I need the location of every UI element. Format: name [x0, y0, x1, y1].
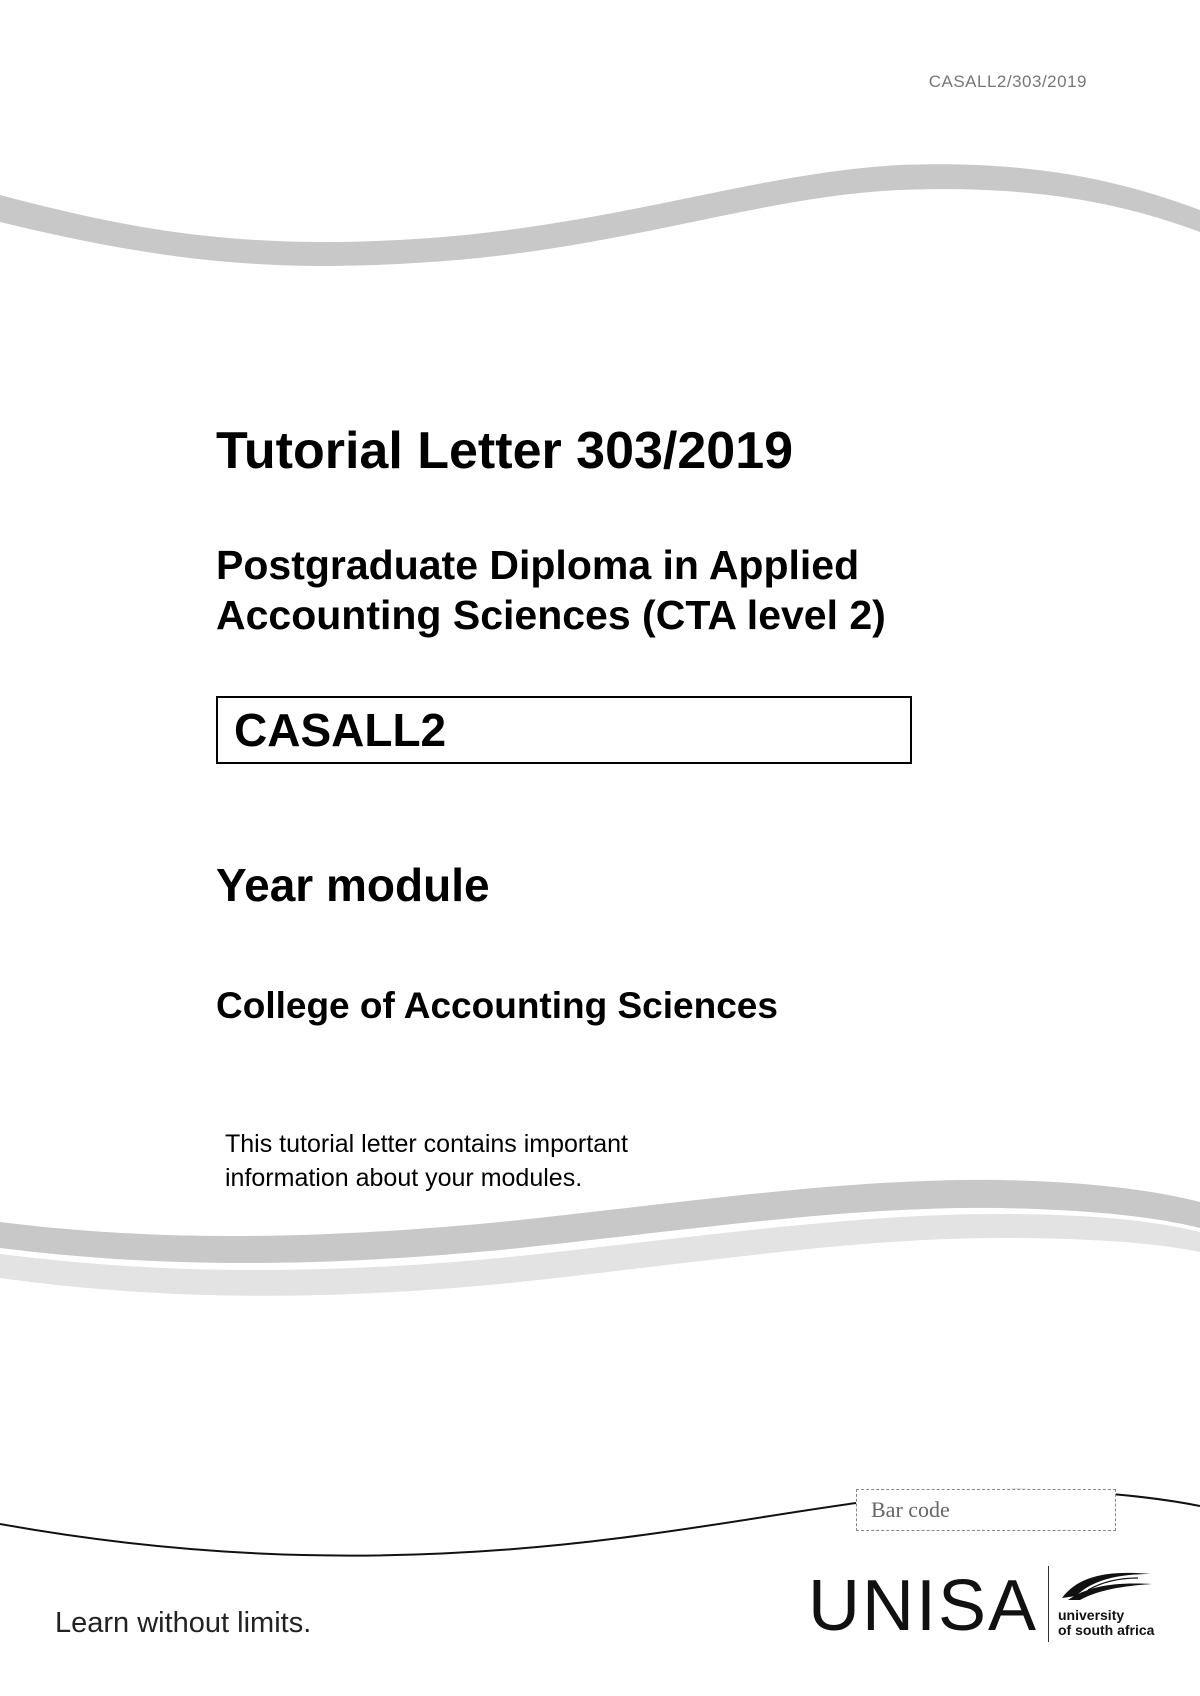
module-code-box	[216, 696, 912, 764]
logo-subtext-line2: of south africa	[1058, 1622, 1155, 1638]
unisa-logo	[808, 1560, 1168, 1650]
module-type: Year module	[216, 859, 490, 911]
programme-title-line1: Postgraduate Diploma in Applied	[216, 542, 860, 588]
logo-emblem-icon	[1058, 1566, 1158, 1606]
programme-title	[216, 540, 886, 640]
intro-text	[225, 1127, 745, 1195]
logo-subtext	[1058, 1608, 1154, 1638]
intro-line2: information about your modules.	[225, 1164, 583, 1192]
intro-line1: This tutorial letter contains important	[225, 1130, 628, 1158]
barcode-label: Bar code	[871, 1497, 950, 1522]
programme-title-line2: Accounting Sciences (CTA level 2)	[216, 592, 886, 638]
logo-separator	[1048, 1566, 1049, 1642]
module-code: CASALL2	[234, 704, 447, 756]
logo-wordmark: UNISA	[808, 1566, 1039, 1646]
top-wave	[0, 164, 1200, 266]
logo-subtext-line1: university	[1058, 1607, 1125, 1623]
college-name: College of Accounting Sciences	[216, 985, 778, 1026]
document-code: CASALL2/303/2019	[928, 72, 1087, 91]
tagline: Learn without limits.	[55, 1607, 312, 1639]
page-title: Tutorial Letter 303/2019	[216, 422, 794, 480]
barcode-placeholder	[856, 1489, 1116, 1531]
